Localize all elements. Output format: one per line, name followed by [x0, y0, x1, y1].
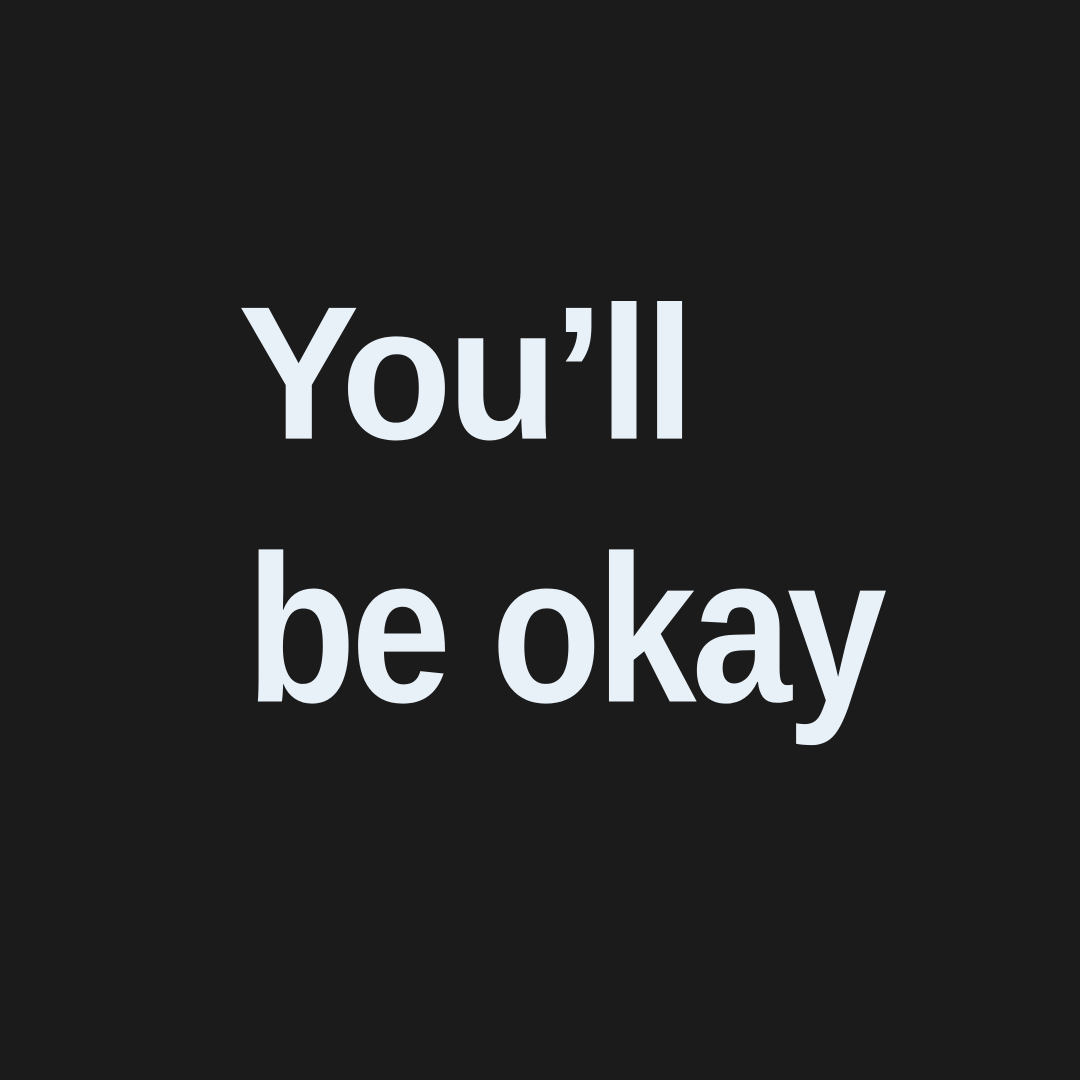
headline-line-1: You’ll [238, 266, 690, 480]
headline-line-2: be okay [246, 511, 882, 747]
